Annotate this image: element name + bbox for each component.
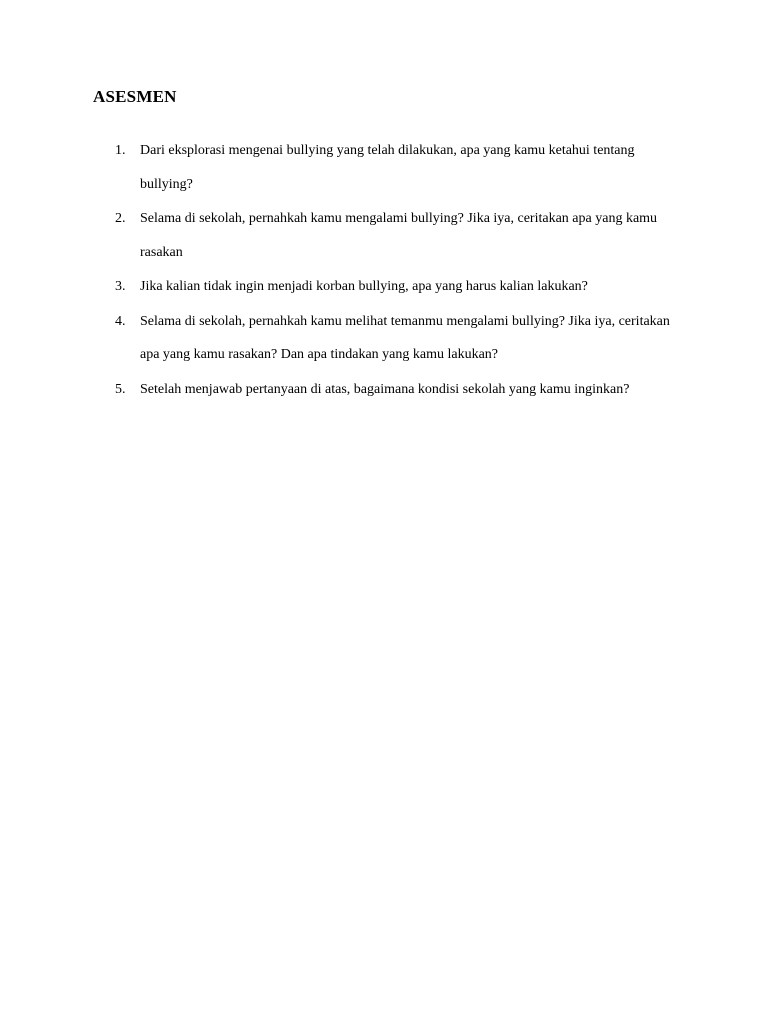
- document-title: ASESMEN: [93, 87, 177, 106]
- question-number: 1.: [115, 143, 126, 158]
- question-item: [0, 202, 768, 269]
- question-text: Selama di sekolah, pernahkah kamu melihat temanmu mengalami bullying? Jika iya, ceritakan apa yang kamu rasakan? Dan apa tindakan yang kamu lakukan?: [140, 313, 670, 362]
- question-item: [0, 305, 768, 372]
- question-item: [0, 373, 768, 407]
- question-number: 4.: [115, 313, 126, 329]
- question-text: Jika kalian tidak ingin menjadi korban bullying, apa yang harus kalian lakukan?: [140, 279, 588, 294]
- question-number: 2.: [115, 211, 126, 226]
- question-text: Setelah menjawab pertanyaan di atas, bagaimana kondisi sekolah yang kamu inginkan?: [140, 381, 630, 397]
- question-item: [0, 270, 768, 304]
- question-item: [0, 134, 768, 201]
- question-number: 3.: [115, 279, 126, 294]
- question-text: Dari eksplorasi mengenai bullying yang telah dilakukan, apa yang kamu ketahui tentang bullying?: [140, 143, 635, 192]
- question-number: 5.: [115, 381, 126, 397]
- question-list: [0, 134, 768, 407]
- question-text: Selama di sekolah, pernahkah kamu mengalami bullying? Jika iya, ceritakan apa yang kamu rasakan: [140, 211, 658, 260]
